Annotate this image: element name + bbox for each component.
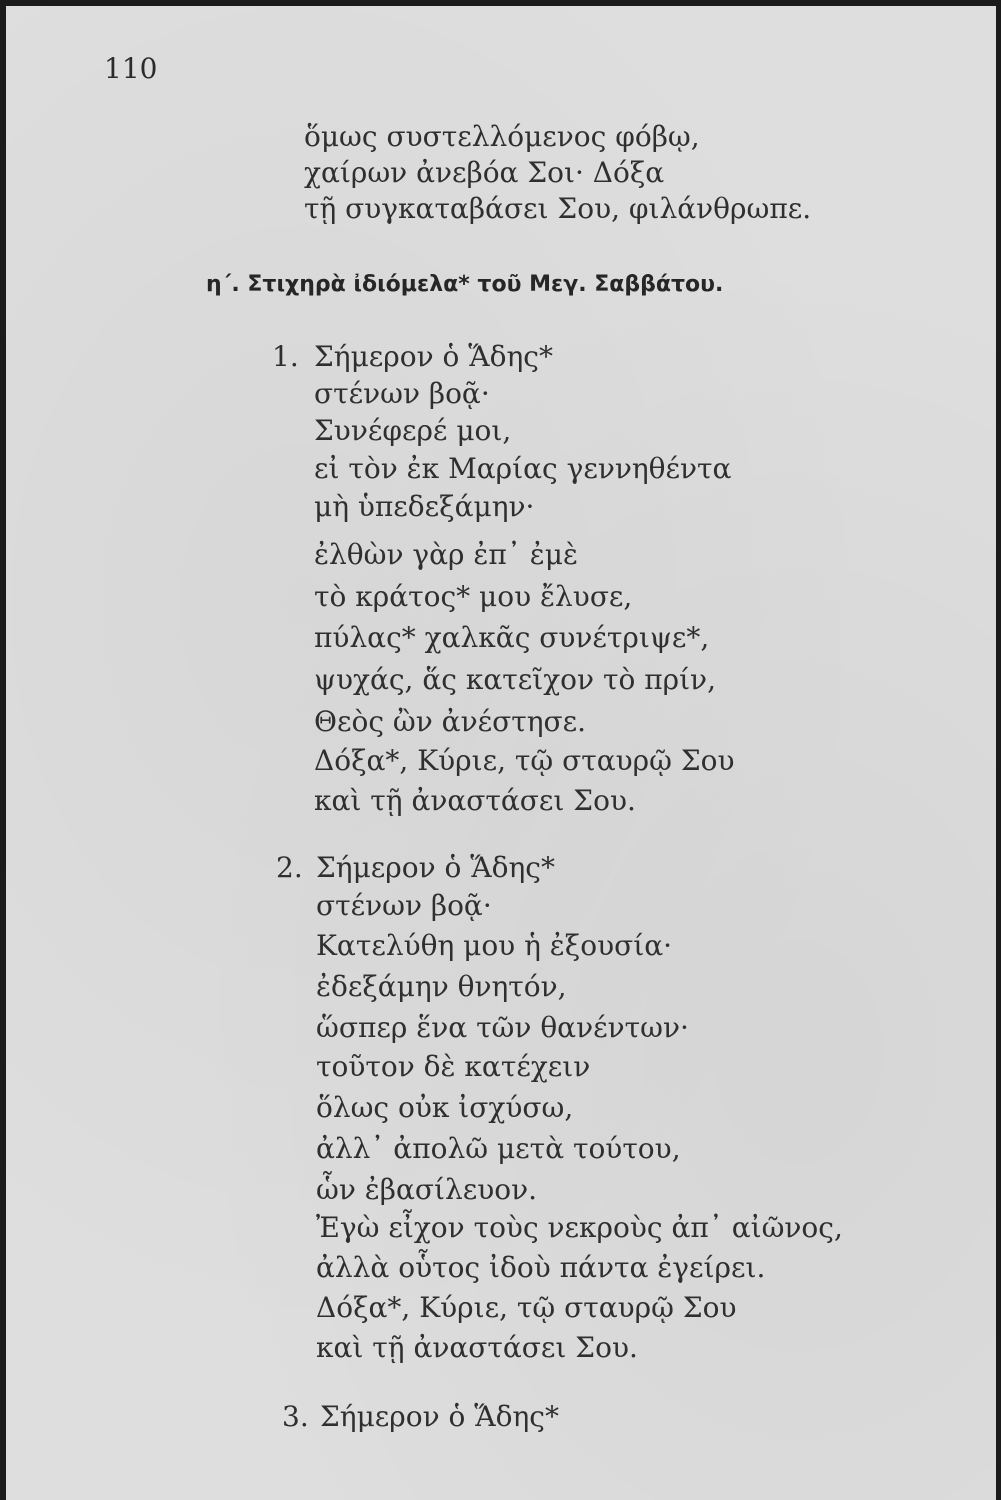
- intro-line: χαίρων ἀνεβόα Σοι· Δόξα: [304, 156, 665, 189]
- verse-line: Συνέφερέ μοι,: [314, 414, 512, 447]
- verse-line: μὴ ὑπεδεξάμην·: [314, 490, 535, 523]
- verse-line: Σήμερον ὁ Ἅδης*: [320, 1400, 559, 1433]
- section-heading: η΄. Στιχηρὰ ἰδιόμελα* τοῦ Μεγ. Σαββάτου.: [206, 272, 724, 297]
- stanza-number: 3.: [282, 1400, 309, 1433]
- verse-line: Σήμερον ὁ Ἅδης*: [316, 851, 555, 884]
- verse-line: στένων βοᾷ·: [316, 889, 492, 922]
- verse-line: εἰ τὸν ἐκ Μαρίας γεννηθέντα: [314, 452, 732, 485]
- book-page: [6, 6, 996, 1500]
- verse-line: ὧν ἐβασίλευον.: [316, 1173, 538, 1206]
- verse-line: ἐλθὼν γὰρ ἐπ᾽ ἐμὲ: [314, 538, 578, 571]
- page-number: 110: [104, 52, 158, 85]
- verse-line: ψυχάς, ἅς κατεῖχον τὸ πρίν,: [314, 663, 716, 696]
- verse-line: Θεὸς ὢν ἀνέστησε.: [314, 705, 586, 738]
- intro-line: τῇ συγκαταβάσει Σου, φιλάνθρωπε.: [304, 192, 812, 225]
- verse-line: στένων βοᾷ·: [314, 377, 490, 410]
- verse-line: πύλας* χαλκᾶς συνέτριψε*,: [314, 621, 710, 654]
- verse-line: τὸ κράτος* μου ἔλυσε,: [314, 580, 633, 613]
- verse-line: τοῦτον δὲ κατέχειν: [316, 1050, 591, 1083]
- intro-line: ὅμως συστελλόμενος φόβῳ,: [304, 120, 700, 153]
- verse-line: καὶ τῇ ἀναστάσει Σου.: [316, 1331, 638, 1364]
- verse-line: ἀλλ᾽ ἀπολῶ μετὰ τούτου,: [316, 1132, 681, 1165]
- verse-line: Ἐγὼ εἶχον τοὺς νεκροὺς ἀπ᾽ αἰῶνος,: [316, 1211, 843, 1244]
- verse-line: ἀλλὰ οὗτος ἰδοὺ πάντα ἐγείρει.: [316, 1251, 766, 1284]
- verse-line: Κατελύθη μου ἡ ἐξουσία·: [316, 929, 673, 962]
- verse-line: ὥσπερ ἕνα τῶν θανέντων·: [316, 1011, 689, 1044]
- verse-line: Δόξα*, Κύριε, τῷ σταυρῷ Σου: [314, 744, 735, 777]
- verse-line: ὅλως οὐκ ἰσχύσω,: [316, 1091, 574, 1124]
- stanza-number: 2.: [276, 851, 303, 884]
- stanza-number: 1.: [272, 340, 299, 373]
- verse-line: Δόξα*, Κύριε, τῷ σταυρῷ Σου: [316, 1291, 737, 1324]
- verse-line: Σήμερον ὁ Ἅδης*: [314, 340, 553, 373]
- verse-line: ἐδεξάμην θνητόν,: [316, 970, 567, 1003]
- verse-line: καὶ τῇ ἀναστάσει Σου.: [314, 784, 636, 817]
